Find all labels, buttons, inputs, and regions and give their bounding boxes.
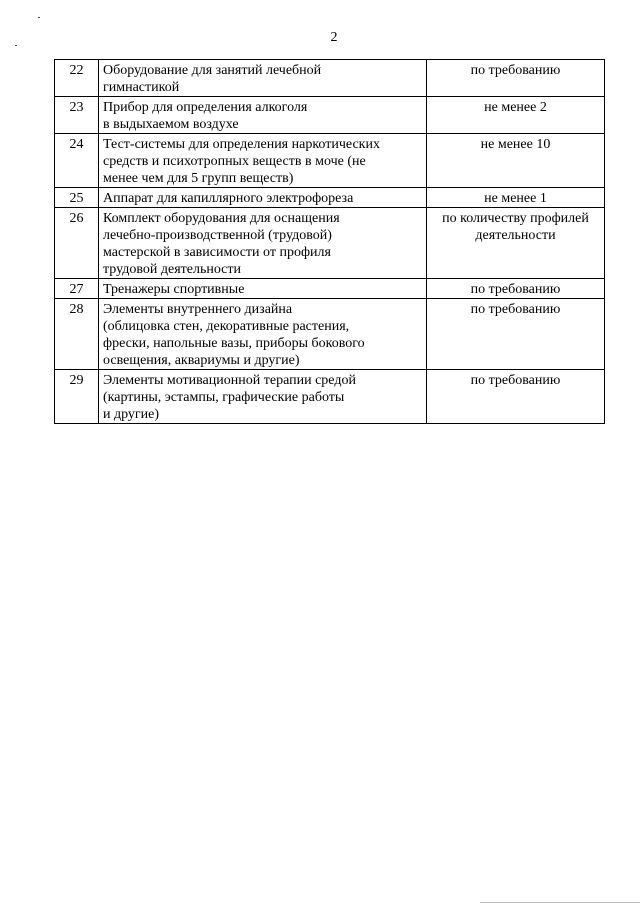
equipment-table-body xyxy=(55,60,605,424)
item-name xyxy=(99,97,427,134)
item-quantity: не менее 2 xyxy=(427,97,605,134)
item-name xyxy=(99,279,427,299)
item-quantity: по требованию xyxy=(427,279,605,299)
item-name-line: лечебно-производственной (трудовой) xyxy=(103,228,332,243)
item-quantity: по требованию xyxy=(427,370,605,424)
item-name-line: Аппарат для капиллярного электрофореза xyxy=(103,191,354,206)
item-name-line: мастерской в зависимости от профиля xyxy=(103,245,331,260)
row-number: 24 xyxy=(55,134,99,188)
item-name-line: и другие) xyxy=(103,407,160,422)
item-quantity-line: по количеству профилей xyxy=(442,211,589,226)
item-name-line: трудовой деятельности xyxy=(103,262,241,277)
table-row xyxy=(55,60,605,97)
item-name xyxy=(99,134,427,188)
item-name-line: Комплект оборудования для оснащения xyxy=(103,211,340,226)
item-name-line: менее чем для 5 групп веществ) xyxy=(103,171,294,186)
scan-speck xyxy=(38,17,40,18)
equipment-table xyxy=(54,59,605,424)
scan-edge-line xyxy=(480,902,640,903)
row-number: 26 xyxy=(55,208,99,279)
table-row xyxy=(55,279,605,299)
table-row xyxy=(55,299,605,370)
item-name-line: Тренажеры спортивные xyxy=(103,282,245,297)
item-name-line: (картины, эстампы, графические работы xyxy=(103,390,345,405)
item-name-line: Элементы мотивационной терапии средой xyxy=(103,373,356,388)
item-quantity: не менее 1 xyxy=(427,188,605,208)
page-number: 2 xyxy=(330,30,338,45)
item-name-line: Тест-системы для определения наркотических xyxy=(103,137,380,152)
row-number: 29 xyxy=(55,370,99,424)
table-row xyxy=(55,370,605,424)
table-row xyxy=(55,208,605,279)
table-row xyxy=(55,134,605,188)
item-name-line: (облицовка стен, декоративные растения, xyxy=(103,319,350,334)
item-name xyxy=(99,299,427,370)
item-name xyxy=(99,208,427,279)
item-name-line: средств и психотропных веществ в моче (не xyxy=(103,154,366,169)
row-number: 23 xyxy=(55,97,99,134)
item-quantity: по требованию xyxy=(427,60,605,97)
item-name-line: гимнастикой xyxy=(103,80,180,95)
item-name-line: Прибор для определения алкоголя xyxy=(103,100,308,115)
item-quantity xyxy=(427,208,605,279)
row-number: 27 xyxy=(55,279,99,299)
row-number: 28 xyxy=(55,299,99,370)
table-row xyxy=(55,188,605,208)
item-name xyxy=(99,188,427,208)
row-number: 25 xyxy=(55,188,99,208)
row-number: 22 xyxy=(55,60,99,97)
item-name xyxy=(99,370,427,424)
item-name-line: Оборудование для занятий лечебной xyxy=(103,63,322,78)
item-name-line: в выдыхаемом воздухе xyxy=(103,117,239,132)
item-name-line: освещения, аквариумы и другие) xyxy=(103,353,300,368)
item-name-line: Элементы внутреннего дизайна xyxy=(103,302,293,317)
item-quantity-line: деятельности xyxy=(475,228,556,243)
item-name xyxy=(99,60,427,97)
item-name-line: фрески, напольные вазы, приборы бокового xyxy=(103,336,365,351)
table-row xyxy=(55,97,605,134)
item-quantity: не менее 10 xyxy=(427,134,605,188)
item-quantity: по требованию xyxy=(427,299,605,370)
